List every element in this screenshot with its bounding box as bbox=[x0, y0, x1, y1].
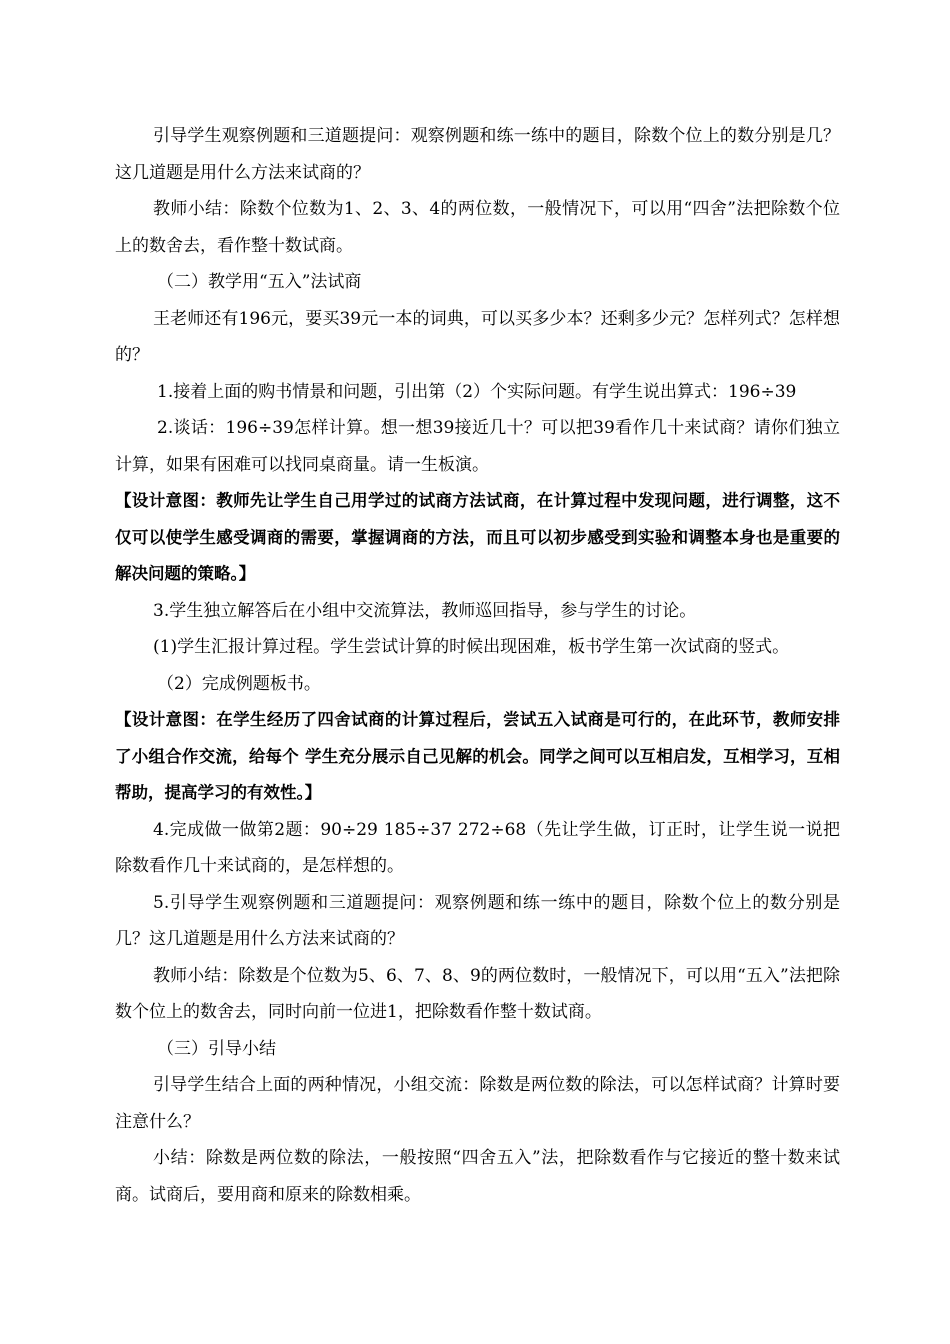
paragraph-step-1: 1.接着上面的购书情景和问题，引出第（2）个实际问题。有学生说出算式：196÷39 bbox=[157, 381, 797, 402]
design-intent-1: 【设计意图：教师先让学生自己用学过的试商方法试商，在计算过程中发现问题，进行调整，这不仅可以使学生感受调商的需要，掌握调商的方法，而且可以初步感受到实验和调整本身也是重要的解决问题的策略。】 bbox=[115, 491, 840, 583]
section-heading-3: （三）引导小结 bbox=[157, 1038, 276, 1059]
document-page bbox=[115, 118, 840, 1213]
design-intent-2: 【设计意图：在学生经历了四舍试商的计算过程后，尝试五入试商是可行的，在此环节，教师安排了小组合作交流，给每个 学生充分展示自己见解的机会。同学之间可以互相启发，互相学习，互相帮助，提高学习的有效性。】 bbox=[115, 710, 840, 802]
paragraph-group-discussion: 引导学生结合上面的两种情况，小组交流：除数是两位数的除法，可以怎样试商？计算时要注意什么？ bbox=[115, 1075, 840, 1132]
paragraph-final-summary: 小结：除数是两位数的除法，一般按照“四舍五入”法，把除数看作与它接近的整十数来试商。试商后，要用商和原来的除数相乘。 bbox=[115, 1148, 840, 1205]
paragraph-step-3-2: （2）完成例题板书。 bbox=[157, 673, 321, 694]
paragraph-word-problem: 王老师还有196元，要买39元一本的词典，可以买多少本？还剩多少元？怎样列式？怎样想的？ bbox=[115, 308, 840, 365]
paragraph-teacher-summary-1: 教师小结：除数个位数为1、2、3、4的两位数，一般情况下，可以用“四舍”法把除数个位上的数舍去，看作整十数试商。 bbox=[115, 199, 840, 256]
paragraph-step-2: 2.谈话：196÷39怎样计算。想一想39接近几十？可以把39看作几十来试商？请你们独立计算，如果有困难可以找同桌商量。请一生板演。 bbox=[115, 418, 840, 475]
paragraph-step-3-1: (1)学生汇报计算过程。学生尝试计算的时候出现困难，板书学生第一次试商的竖式。 bbox=[153, 637, 790, 657]
paragraph-step-3: 3.学生独立解答后在小组中交流算法，教师巡回指导，参与学生的讨论。 bbox=[153, 600, 697, 621]
paragraph-teacher-summary-2: 教师小结：除数是个位数为5、6、7、8、9的两位数时，一般情况下，可以用“五入”法把除数个位上的数舍去，同时向前一位进1，把除数看作整十数试商。 bbox=[115, 965, 840, 1022]
section-heading-2: （二）教学用“五入”法试商 bbox=[157, 272, 362, 292]
paragraph-step-5: 5.引导学生观察例题和三道题提问：观察例题和练一练中的题目，除数个位上的数分别是几？这几道题是用什么方法来试商的？ bbox=[115, 892, 840, 949]
paragraph-observe-question-1: 引导学生观察例题和三道题提问：观察例题和练一练中的题目，除数个位上的数分别是几？这几道题是用什么方法来试商的？ bbox=[115, 126, 840, 183]
paragraph-step-4: 4.完成做一做第2题：90÷29 185÷37 272÷68（先让学生做，订正时，让学生说一说把除数看作几十来试商的，是怎样想的。 bbox=[115, 819, 840, 876]
